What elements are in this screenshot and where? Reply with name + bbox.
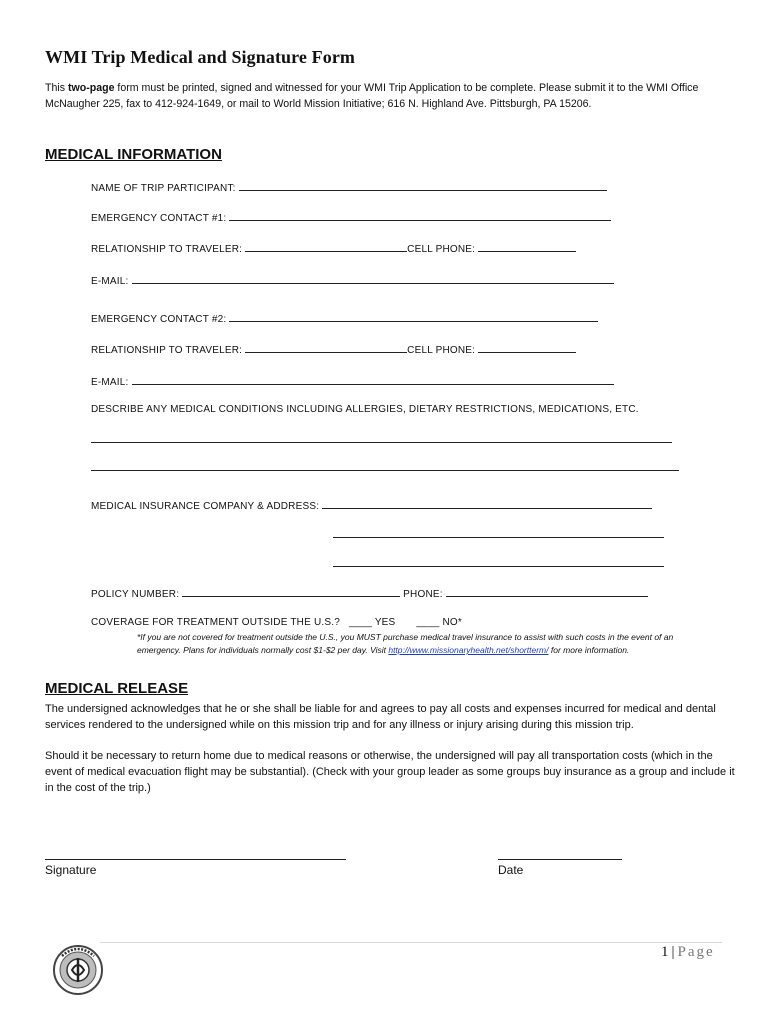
emergency-contact-1-label: EMERGENCY CONTACT #1: bbox=[91, 213, 227, 224]
page-word: Page bbox=[677, 944, 715, 960]
insurance-label: MEDICAL INSURANCE COMPANY & ADDRESS: bbox=[91, 501, 320, 512]
coverage-row bbox=[91, 617, 462, 628]
date-label: Date bbox=[498, 863, 524, 877]
email-2-field[interactable] bbox=[132, 373, 614, 385]
participant-name-row bbox=[91, 179, 607, 194]
medical-conditions-line-2[interactable] bbox=[91, 470, 679, 471]
note-text-suffix: for more information. bbox=[548, 645, 630, 655]
cell-phone-1-field[interactable] bbox=[478, 240, 576, 252]
medical-release-heading: MEDICAL RELEASE bbox=[45, 680, 189, 697]
relationship-1-label: RELATIONSHIP TO TRAVELER: bbox=[91, 244, 243, 255]
release-paragraph-2: Should it be necessary to return home due to medical reasons or otherwise, the undersigned will pay all transportation costs (which in the event of medical evacuation flight may be substantial). (Check with your group leader as some groups buy insurance as a group and include it in the cost of the trip.) bbox=[45, 750, 735, 794]
medical-information-heading: MEDICAL INFORMATION bbox=[45, 146, 222, 163]
relationship-1-field[interactable] bbox=[245, 240, 407, 252]
page-number bbox=[661, 944, 715, 961]
insurance-note-line-2 bbox=[137, 644, 629, 657]
insurance-phone-field[interactable] bbox=[446, 585, 648, 597]
cell-phone-2-field[interactable] bbox=[478, 341, 576, 353]
email-2-label: E-MAIL: bbox=[91, 377, 129, 388]
page-separator: | bbox=[671, 944, 675, 960]
policy-number-label: POLICY NUMBER: bbox=[91, 589, 180, 600]
insurance-note-line-1: *If you are not covered for treatment outside the U.S., you MUST purchase medical travel insurance to assist with such costs in the event of an bbox=[137, 632, 674, 642]
emergency-contact-1-row bbox=[91, 209, 611, 224]
seal-logo-icon bbox=[52, 944, 104, 996]
policy-row bbox=[91, 585, 648, 600]
emergency-contact-2-row bbox=[91, 310, 598, 325]
insurance-phone-label: PHONE: bbox=[403, 589, 443, 600]
participant-name-field[interactable] bbox=[239, 179, 607, 191]
coverage-yes-blank[interactable]: ____ bbox=[348, 617, 372, 628]
form-title: WMI Trip Medical and Signature Form bbox=[45, 47, 356, 67]
insurance-field-line-3[interactable] bbox=[333, 566, 664, 567]
email-1-row bbox=[91, 272, 614, 287]
relationship-1-row bbox=[91, 240, 576, 255]
participant-name-label: NAME OF TRIP PARTICIPANT: bbox=[91, 183, 236, 194]
medical-conditions-label: DESCRIBE ANY MEDICAL CONDITIONS INCLUDING ALLERGIES, DIETARY RESTRICTIONS, MEDICATIONS, ETC. bbox=[91, 404, 639, 415]
cell-phone-1-label: CELL PHONE: bbox=[407, 244, 476, 255]
insurance-field-line-1[interactable] bbox=[322, 497, 652, 509]
note-text-prefix: emergency. Plans for individuals normally cost $1-$2 per day. Visit bbox=[137, 645, 389, 655]
coverage-yes-label: YES bbox=[374, 617, 396, 628]
missionary-health-link[interactable]: http://www.missionaryhealth.net/shortterm/ bbox=[388, 645, 549, 655]
signature-line[interactable] bbox=[45, 859, 346, 860]
relationship-2-field[interactable] bbox=[245, 341, 407, 353]
relationship-2-row bbox=[91, 341, 576, 356]
coverage-no-label: NO* bbox=[442, 617, 462, 628]
coverage-no-blank[interactable]: ____ bbox=[416, 617, 440, 628]
emergency-contact-2-label: EMERGENCY CONTACT #2: bbox=[91, 314, 227, 325]
relationship-2-label: RELATIONSHIP TO TRAVELER: bbox=[91, 345, 243, 356]
intro-bold-text: two-page bbox=[67, 82, 115, 94]
emergency-contact-2-field[interactable] bbox=[229, 310, 598, 322]
emergency-contact-1-field[interactable] bbox=[229, 209, 611, 221]
cell-phone-2-label: CELL PHONE: bbox=[407, 345, 476, 356]
release-paragraph-1: The undersigned acknowledges that he or she shall be liable for and agrees to pay all costs and expenses incurred for medical and dental services rendered to the undersigned while on this mission trip and for any illness or injury arising during this mission trip. bbox=[45, 703, 716, 731]
intro-text-end: form must be printed, signed and witnessed for your WMI Trip Application to be complete. Please submit it to the WMI Office McNaugher 225, fax to 412-924-1649, or mail to World Mission Initiative; 616 N. Highland Ave. Pittsburgh, PA 15206. bbox=[45, 82, 699, 110]
date-line[interactable] bbox=[498, 859, 622, 860]
email-2-row bbox=[91, 373, 614, 388]
page-number-value: 1 bbox=[661, 944, 669, 960]
policy-number-field[interactable] bbox=[182, 585, 400, 597]
email-1-field[interactable] bbox=[132, 272, 614, 284]
insurance-field-line-2[interactable] bbox=[333, 537, 664, 538]
footer-divider bbox=[100, 942, 722, 943]
insurance-row bbox=[91, 497, 652, 512]
email-1-label: E-MAIL: bbox=[91, 276, 129, 287]
intro-text-start: This bbox=[45, 82, 68, 94]
form-intro bbox=[45, 80, 735, 112]
medical-conditions-line-1[interactable] bbox=[91, 442, 672, 443]
signature-label: Signature bbox=[45, 863, 97, 877]
coverage-label: COVERAGE FOR TREATMENT OUTSIDE THE U.S.? bbox=[91, 617, 340, 628]
